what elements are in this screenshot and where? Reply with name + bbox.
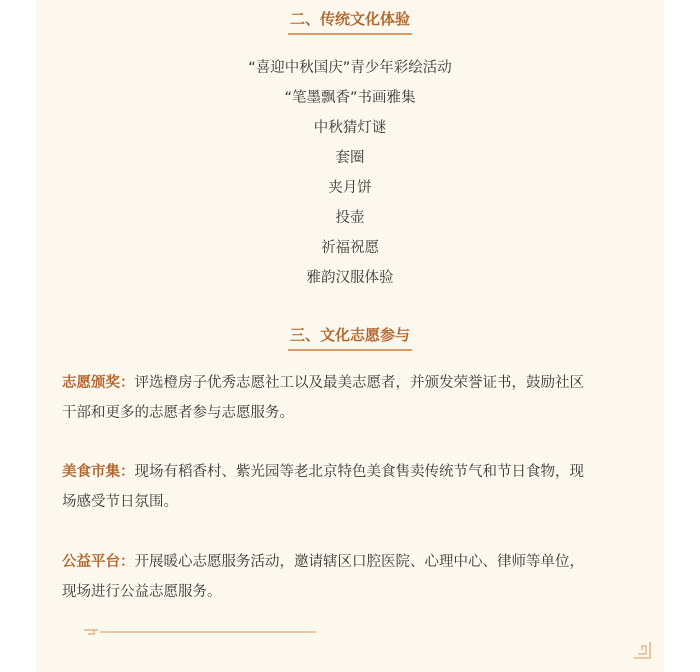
paragraph-text: 评选橙房子优秀志愿社工以及最美志愿者，并颁发荣誉证书，鼓励社区: [134, 375, 584, 391]
activity-list: [0, 53, 700, 293]
list-item: “喜迎中秋国庆”青少年彩绘活动: [248, 60, 452, 76]
paragraph-text: 现场进行公益志愿服务。: [62, 584, 222, 600]
paragraph-text: 干部和更多的志愿者参与志愿服务。: [62, 405, 294, 421]
paragraph-food-market: [62, 457, 640, 517]
list-item: 投壶: [335, 210, 365, 226]
paragraph-lead: 美食市集：: [62, 464, 135, 480]
list-item: 中秋猜灯谜: [313, 120, 387, 136]
corner-ornament-icon: [632, 640, 652, 660]
list-item: 夹月饼: [328, 180, 372, 196]
ornamental-divider-icon: [82, 627, 316, 637]
paragraph-lead: 公益平台：: [62, 554, 135, 570]
paragraph-text: 场感受节日氛围。: [62, 494, 178, 510]
paragraph-text: 开展暖心志愿服务活动，邀请辖区口腔医院、心理中心、律师等单位，: [134, 554, 584, 570]
list-item: 雅韵汉服体验: [306, 270, 394, 286]
paragraph-text: 现场有稻香村、紫光园等老北京特色美食售卖传统节气和节日食物，现: [134, 464, 584, 480]
section-title-volunteer: 三、文化志愿参与: [0, 324, 700, 351]
list-item: 套圈: [335, 150, 365, 166]
paragraph-public-welfare: [62, 547, 640, 607]
list-item: 祈福祝愿: [321, 240, 379, 256]
paragraph-volunteer-award: [62, 368, 640, 428]
paragraph-lead: 志愿颁奖：: [62, 375, 135, 391]
section-title-traditional-culture: 二、传统文化体验: [0, 8, 700, 35]
list-item: “笔墨飘香”书画雅集: [284, 90, 416, 106]
